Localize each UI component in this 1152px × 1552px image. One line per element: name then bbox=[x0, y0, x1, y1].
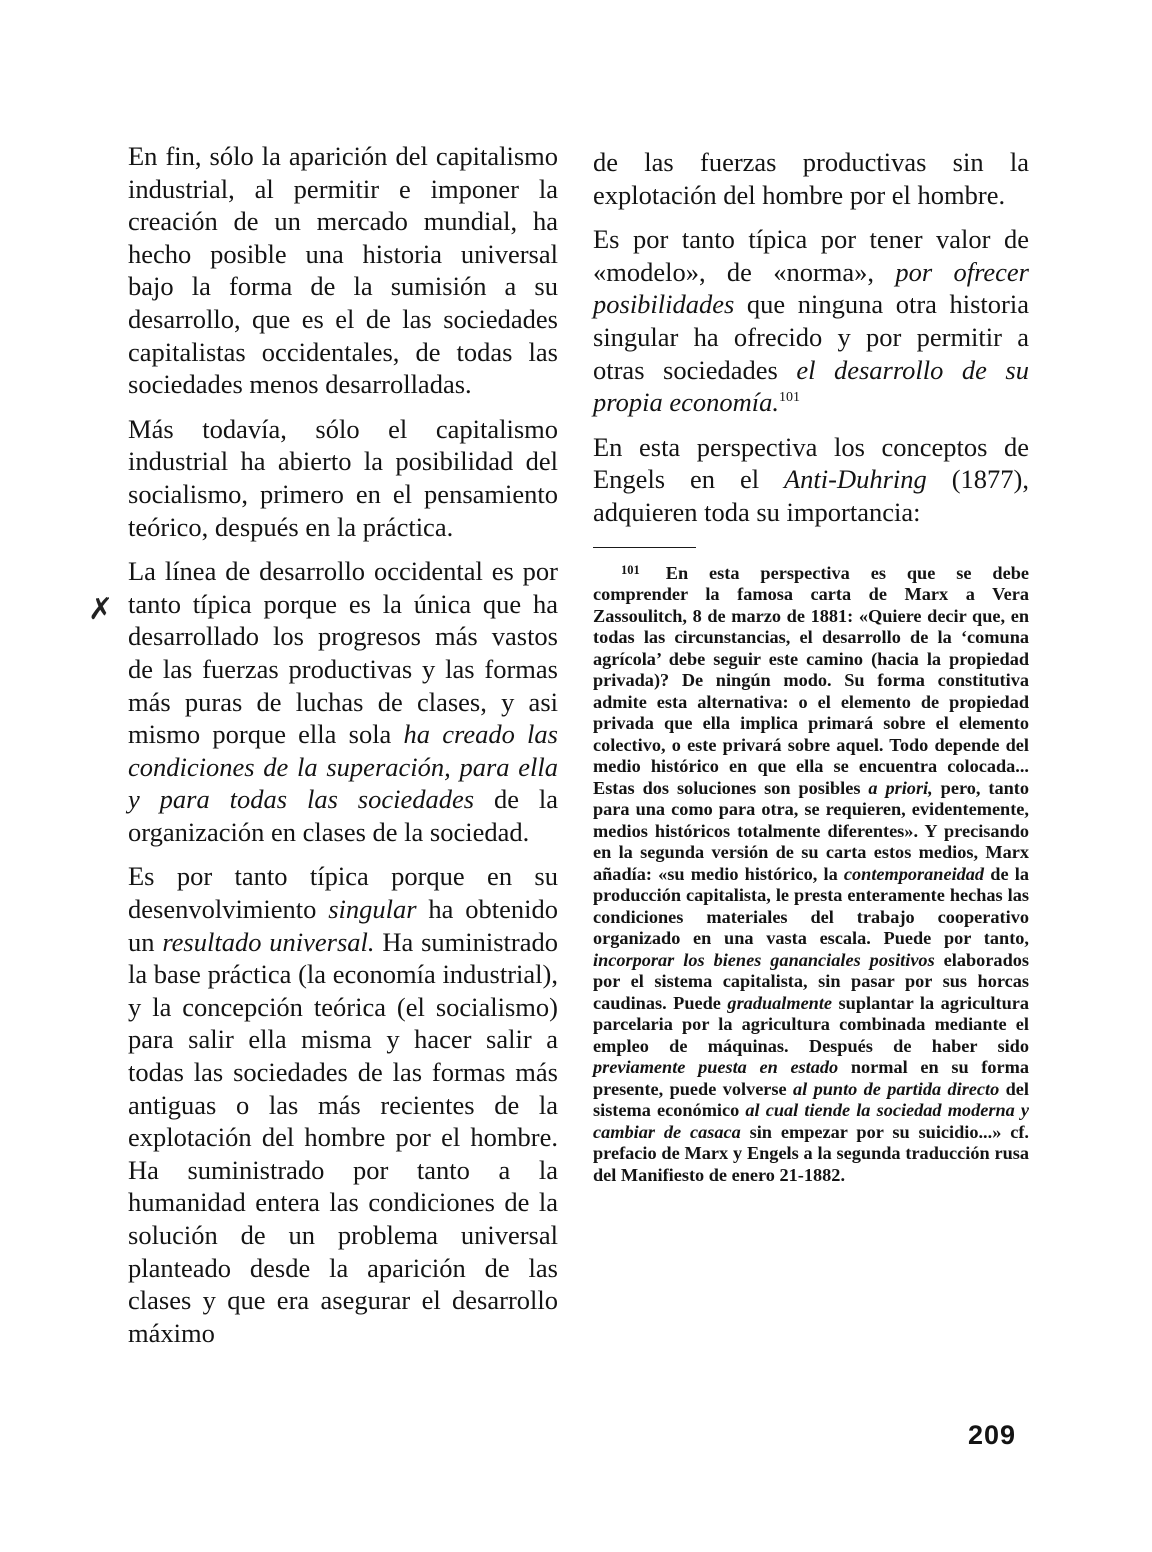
italic-text: el desarrollo de su propia economía. bbox=[593, 354, 1029, 418]
footnote: $^{101}$ En esta perspectiva es que se debe comprender la famosa carta de Marx a Vera Zassoulitch, 8 de marzo de 1881: «Quiere decir que, en todas las circunstancias, el desarrollo de la ‘comuna agrícola’ debe seguir este camino (hacia la propiedad privada)? De ningún modo. Su forma constitutiva admite esta alternativa: o el elemento de propiedad privada que ella implica primará sobre el elemento colectivo, o este privará sobre aquel. Todo depende del medio histórico en que ella se encuentra colocada... Estas dos soluciones son posibles a priori, pero, tanto para una como para otra, se requieren, evidentemente, medios históricos totalmente diferentes». Y precisando en la segunda versión de su carta estos medios, Marx añadía: «su medio histórico, la contemporaneidad de la producción capitalista, le presta enteramente hechas las condiciones materiales del trabajo cooperativo organizado en una vasta escala. Puede por tanto, incorporar los bienes gananciales positivos elaborados por el sistema capitalista, sin pasar por sus horcas caudinas. Puede gradualmente suplantar la agricultura parcelaria por la agricultura combinada mediante el empleo de máquinas. Después de haber sido previamente puesta en estado normal en su forma presente, puede volverse al punto de partida directo del sistema económico al cual tiende la sociedad moderna y cambiar de casaca sin empezar por su suicidio...» cf. prefacio de Marx y Engels a la segunda traducción rusa del Manifiesto de enero 21-1882. bbox=[593, 562, 1030, 1185]
italic-text: singular bbox=[328, 894, 417, 925]
page-number: 209 bbox=[967, 1420, 1016, 1450]
footnote-divider bbox=[593, 547, 696, 548]
right-column bbox=[593, 146, 1029, 1186]
margin-mark-icon: ✗ bbox=[88, 592, 114, 627]
paragraph: Es por tanto típica porque en su desenvolvimiento singular ha obtenido un resultado universal. Ha suministrado la base práctica (la economía industrial), y la concepción teórica (el socialismo) para salir ella misma y hacer salir a todas las sociedades de las formas más antiguas o las más recientes de la explotación del hombre por el hombre. Ha suministrado por tanto a la humanidad entera las condiciones de la solución de un problema universal planteado desde la aparición de las clases y que era asegurar el desarrollo máximo bbox=[128, 861, 558, 1348]
paragraph: Es por tanto típica por tener valor de «modelo», de «norma», por ofrecer posibilidades que ninguna otra historia singular ha ofrecido y por permitir a otras sociedades el desarrollo de su propia economía.$^{101}$ bbox=[593, 224, 1029, 418]
italic-text: por ofrecer posibilidades bbox=[593, 256, 1029, 320]
footnote-reference: 101 bbox=[778, 390, 800, 406]
paragraph: de las fuerzas productivas sin la explotación del hombre por el hombre. bbox=[593, 147, 1029, 210]
paragraph: La línea de desarrollo occidental es por tanto típica porque es la única que ha desarrollado los progresos más vastos de las fuerzas productivas y las formas más puras de luchas de clases, y asi mismo porque ella sola ha creado las condiciones de la superación, para ella y para todas las sociedades de la organización en clases de la sociedad. bbox=[128, 556, 559, 847]
left-column bbox=[128, 140, 558, 1361]
paragraph: Más todavía, sólo el capitalismo industrial ha abierto la posibilidad del socialismo, primero en el pensamiento teórico, después en la práctica. bbox=[128, 413, 558, 542]
italic-text: Anti-Duhring bbox=[784, 464, 927, 495]
footnote-number: 101 bbox=[621, 562, 640, 577]
italic-text: resultado universal. bbox=[162, 926, 375, 957]
paragraph: En esta perspectiva los conceptos de Engels en el Anti-Duhring (1877), adquieren toda su importancia: bbox=[593, 431, 1029, 527]
italic-text: ha creado las condiciones de la superación, para ella y para todas las sociedades bbox=[128, 719, 558, 815]
paragraph: En fin, sólo la aparición del capitalismo industrial, al permitir e imponer la creación de un mercado mundial, ha hecho posible una historia universal bajo la forma de la sumisión a su desarrollo, que es el de las sociedades capitalistas occidentales, de todas las sociedades menos desarrolladas. bbox=[128, 141, 558, 400]
